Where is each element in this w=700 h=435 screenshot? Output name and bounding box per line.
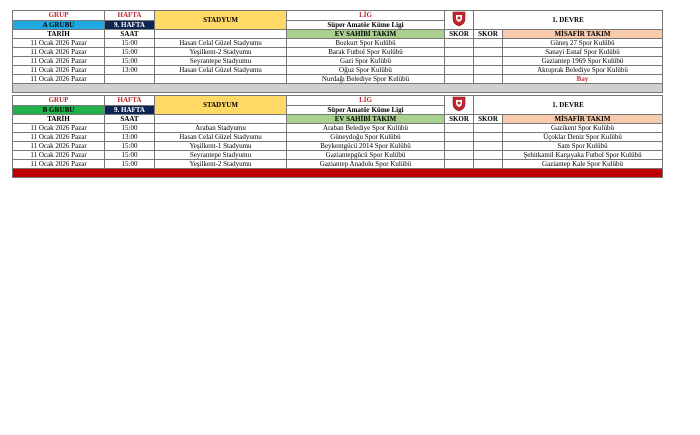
match-date: 11 Ocak 2026 Pazar [13, 151, 105, 160]
home-team: Gazi Spor Kulübü [287, 57, 445, 66]
away-score [474, 133, 503, 142]
federation-shield-logo-icon [452, 11, 466, 27]
home-team: Barak Futbol Spor Kulübü [287, 48, 445, 57]
home-team: Beykentgücü 2014 Spor Kulübü [287, 142, 445, 151]
group-separator [13, 84, 663, 93]
misafir-header: MİSAFİR TAKIM [503, 115, 663, 124]
match-time: 15:00 [105, 39, 155, 48]
match-time: 13:00 [105, 66, 155, 75]
match-stadium [155, 75, 287, 84]
tarih-header: TARİH [13, 115, 105, 124]
match-date: 11 Ocak 2026 Pazar [13, 66, 105, 75]
away-score [474, 124, 503, 133]
match-stadium: Yeşilkent-1 Stadyumu [155, 142, 287, 151]
skor-header-away: SKOR [474, 30, 503, 39]
away-team: Sam Spor Kulübü [503, 142, 663, 151]
away-team: Gazikent Spor Kulübü [503, 124, 663, 133]
match-stadium: Yeşilkent-2 Stadyumu [155, 48, 287, 57]
footer-red-bar [13, 169, 663, 178]
hafta-label: HAFTA [105, 11, 155, 21]
away-team: Gaziantep Kale Spor Kulübü [503, 160, 663, 169]
hafta-value: 9. HAFTA [105, 20, 155, 30]
match-stadium: Yeşilkent-2 Stadyumu [155, 160, 287, 169]
match-date: 11 Ocak 2026 Pazar [13, 39, 105, 48]
match-time [105, 75, 155, 84]
home-team: Araban Belediye Spor Kulübü [287, 124, 445, 133]
match-row [13, 151, 663, 160]
grup-label: GRUP [13, 11, 105, 21]
match-time: 15:00 [105, 151, 155, 160]
group-name: A GRUBU [13, 20, 105, 30]
home-score [445, 57, 474, 66]
match-stadium: Seyrantepe Stadyumu [155, 151, 287, 160]
match-row [13, 124, 663, 133]
stadium-header-blank [155, 30, 287, 39]
saat-header: SAAT [105, 115, 155, 124]
match-stadium: Hasan Celal Güzel Stadyumu [155, 39, 287, 48]
lig-label: LİG [287, 11, 445, 21]
ev-sahibi-header: EV SAHİBİ TAKIM [287, 115, 445, 124]
logo-cell [445, 96, 474, 115]
match-stadium: Seyrantepe Stadyumu [155, 57, 287, 66]
away-score [474, 39, 503, 48]
match-time: 15:00 [105, 48, 155, 57]
lig-name: Süper Amatör Küme Ligi [287, 20, 445, 30]
match-time: 15:00 [105, 160, 155, 169]
home-score [445, 160, 474, 169]
tarih-header: TARİH [13, 30, 105, 39]
away-team: Şehitkamil Karşıyaka Futbol Spor Kulübü [503, 151, 663, 160]
home-score [445, 48, 474, 57]
away-score [474, 48, 503, 57]
away-score [474, 160, 503, 169]
logo-cell [445, 11, 474, 30]
group-name: B GRUBU [13, 105, 105, 115]
match-time: 13:00 [105, 133, 155, 142]
match-date: 11 Ocak 2026 Pazar [13, 142, 105, 151]
match-row [13, 48, 663, 57]
devre-title: 1. DEVRE [474, 11, 663, 30]
hafta-label: HAFTA [105, 96, 155, 106]
home-team: Güneydoğu Spor Kulübü [287, 133, 445, 142]
match-row [13, 133, 663, 142]
match-row [13, 57, 663, 66]
match-date: 11 Ocak 2026 Pazar [13, 57, 105, 66]
match-stadium: Hasan Celal Güzel Stadyumu [155, 66, 287, 75]
home-score [445, 142, 474, 151]
home-score [445, 124, 474, 133]
devre-title: 1. DEVRE [474, 96, 663, 115]
home-score [445, 39, 474, 48]
match-date: 11 Ocak 2026 Pazar [13, 133, 105, 142]
home-team: Bozkurt Spor Kulübü [287, 39, 445, 48]
match-stadium: Araban Stadyumu [155, 124, 287, 133]
bay-marker: Bay [503, 75, 663, 84]
home-team: Gaziantepgücü Spor Kulübü [287, 151, 445, 160]
ev-sahibi-header: EV SAHİBİ TAKIM [287, 30, 445, 39]
match-row [13, 75, 663, 84]
home-score [445, 133, 474, 142]
saat-header: SAAT [105, 30, 155, 39]
match-time: 15:00 [105, 124, 155, 133]
skor-header-home: SKOR [445, 30, 474, 39]
home-team: Nurdağı Belediye Spor Kulübü [287, 75, 445, 84]
home-team: Oğuz Spor Kulübü [287, 66, 445, 75]
away-team: Aktoprak Belediye Spor Kulübü [503, 66, 663, 75]
match-date: 11 Ocak 2026 Pazar [13, 75, 105, 84]
away-score [474, 75, 503, 84]
skor-header-away: SKOR [474, 115, 503, 124]
match-row [13, 39, 663, 48]
home-score [445, 75, 474, 84]
grup-label: GRUP [13, 96, 105, 106]
away-team: Güneş 27 Spor Kulübü [503, 39, 663, 48]
away-team: Sanayi Esnaf Spor Kulübü [503, 48, 663, 57]
match-date: 11 Ocak 2026 Pazar [13, 124, 105, 133]
away-team: Gaziantep 1969 Spor Kulübü [503, 57, 663, 66]
lig-label: LİG [287, 96, 445, 106]
match-stadium: Hasan Celal Güzel Stadyumu [155, 133, 287, 142]
stadium-header-blank [155, 115, 287, 124]
home-score [445, 66, 474, 75]
away-score [474, 57, 503, 66]
away-team: Üçoklar Deniz Spor Kulübü [503, 133, 663, 142]
match-time: 15:00 [105, 57, 155, 66]
match-time: 15:00 [105, 142, 155, 151]
away-score [474, 66, 503, 75]
home-team: Gaziantep Anadolu Spor Kulübü [287, 160, 445, 169]
away-score [474, 142, 503, 151]
federation-shield-logo-icon [452, 96, 466, 112]
match-date: 11 Ocak 2026 Pazar [13, 48, 105, 57]
fixture-table-group-b [12, 95, 663, 178]
stadyum-header: STADYUM [155, 11, 287, 30]
away-score [474, 151, 503, 160]
match-date: 11 Ocak 2026 Pazar [13, 160, 105, 169]
match-row [13, 66, 663, 75]
match-row [13, 160, 663, 169]
fixture-table-group-a [12, 10, 663, 93]
stadyum-header: STADYUM [155, 96, 287, 115]
skor-header-home: SKOR [445, 115, 474, 124]
hafta-value: 9. HAFTA [105, 105, 155, 115]
misafir-header: MİSAFİR TAKIM [503, 30, 663, 39]
home-score [445, 151, 474, 160]
lig-name: Süper Amatör Küme Ligi [287, 105, 445, 115]
match-row [13, 142, 663, 151]
